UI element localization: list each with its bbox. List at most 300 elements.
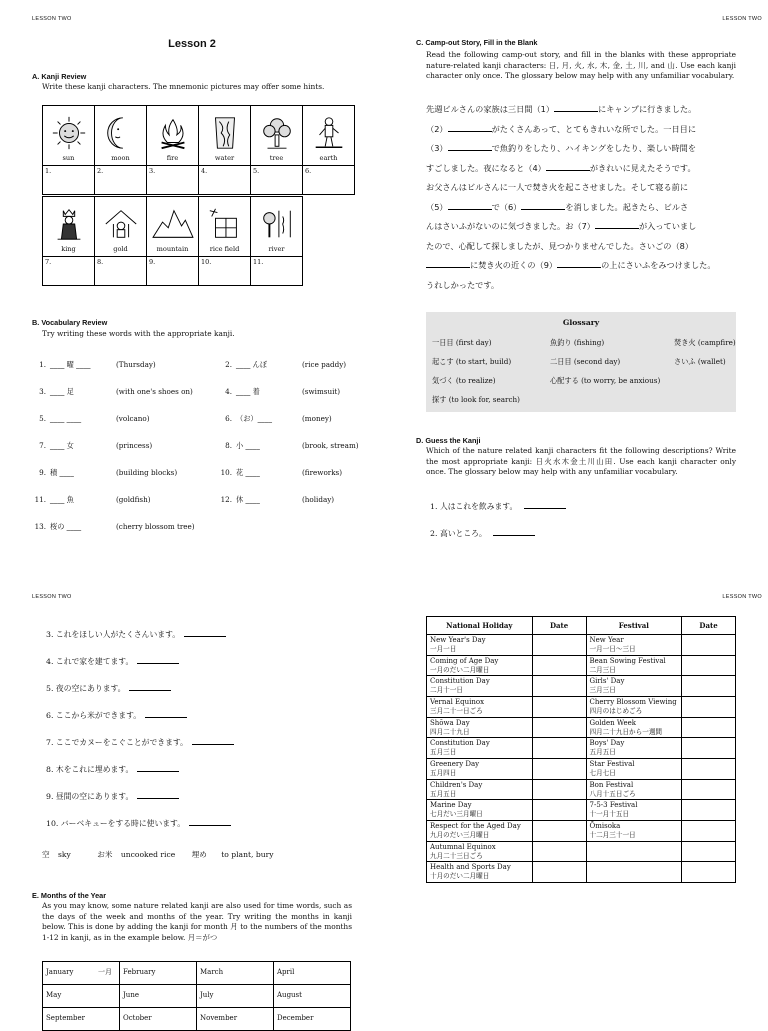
page-4 [384, 578, 768, 1024]
answer-cell[interactable]: 4. [199, 166, 251, 195]
holiday-name: Vernal Equinox [430, 697, 485, 706]
festival-cell [586, 841, 682, 862]
kanji-label: king [61, 245, 76, 254]
month-cell[interactable] [43, 985, 120, 1008]
vocab-kanji-blank[interactable]: ____ 魚 [50, 495, 74, 504]
date-answer-cell[interactable] [532, 841, 586, 862]
story-line [426, 100, 736, 120]
item-text: これをほしい人がたくさんいます。 [55, 630, 181, 639]
kanji-cell-river [251, 197, 303, 257]
story-line [426, 237, 736, 257]
festival-date-kanji: 四月二十九日から一週間 [589, 727, 663, 736]
story-blank[interactable] [448, 209, 492, 210]
kanji-label: mountain [156, 245, 189, 254]
date-answer-cell[interactable] [682, 738, 736, 759]
answer-blank[interactable] [189, 825, 231, 826]
section-e-intro: As you may know, some nature related kanji are also used for time words, such as the days of the week and months of the year. Try writing the months in kanji below. This is done by adding the kanji for month 月 to the numbers of the months 1-12 in kanji, as in the example below. 月＝がつ [42, 901, 352, 943]
vocab-item [212, 495, 334, 504]
vocab-meaning: (money) [302, 414, 332, 423]
glossary-term: 探す [432, 395, 447, 404]
month-name: October [123, 1014, 152, 1023]
glossary-term: 起こす [432, 357, 454, 366]
month-name: May [46, 991, 62, 1000]
holiday-cell [427, 758, 533, 779]
month-cell[interactable] [274, 1008, 351, 1031]
gold-icon [102, 205, 140, 243]
holiday-name: Constitution Day [430, 739, 490, 748]
glossary-meaning: (to worry, be anxious) [581, 376, 661, 385]
vocab-kanji-blank[interactable]: （お）____ [236, 414, 272, 423]
item-number: 8. [46, 765, 56, 774]
date-answer-cell[interactable] [532, 676, 586, 697]
guess-item [46, 630, 226, 640]
date-answer-cell[interactable] [682, 779, 736, 800]
holiday-cell [427, 820, 533, 841]
months-table [42, 961, 351, 1031]
festival-cell [586, 676, 682, 697]
vocab-item [26, 522, 195, 531]
holiday-name: Coming of Age Day [430, 656, 499, 665]
festival-name: 7-5-3 Festival [589, 801, 638, 810]
kanji-cell-water [199, 106, 251, 166]
festival-cell [586, 779, 682, 800]
kanji-cell-earth [303, 106, 355, 166]
answer-blank[interactable] [137, 771, 179, 772]
month-cell[interactable] [274, 962, 351, 985]
vocab-item [212, 360, 346, 369]
guess-item [46, 657, 179, 667]
glossary-term: 焚き火 [674, 338, 696, 347]
guess-item [46, 792, 179, 802]
festival-date-kanji: 三月三日 [589, 686, 616, 695]
holiday-cell [427, 676, 533, 697]
guess-item: 2. 高いところ。 [430, 529, 535, 539]
story-text: （3） [426, 143, 448, 153]
answer-cell[interactable]: 10. [199, 257, 251, 286]
holiday-cell [427, 738, 533, 759]
person-on-earth-icon [310, 114, 348, 152]
table-row [427, 635, 736, 656]
holiday-date-kanji: 一月一日 [430, 645, 457, 654]
vocab-number: 10. [220, 468, 232, 477]
festival-name: Bean Sowing Festival [589, 656, 666, 665]
festival-date-kanji: 二月三日 [589, 665, 616, 674]
answer-cell[interactable]: 11. [251, 257, 303, 286]
section-c-intro: Read the following camp-out story, and fill in the blanks with these appropriate nature-related kanji characters: 日, 月, 火, 水, 木, 金, 土, 川, and 山. Use each kanji character only once. The glossary below may help with any unfamiliar vocabulary. [426, 50, 736, 81]
holiday-date-kanji: 九月のだい三月曜日 [430, 831, 490, 839]
vocab-item [26, 468, 177, 477]
date-answer-cell[interactable] [682, 655, 736, 676]
holiday-date-kanji: 十月のだい二月曜日 [430, 872, 490, 881]
answer-blank[interactable] [137, 663, 179, 664]
vocab-kanji-blank[interactable]: 小 ____ [236, 441, 260, 450]
festival-name: Ōmisoka [589, 821, 621, 830]
date-answer-cell[interactable] [532, 717, 586, 738]
vocab-meaning: (swimsuit) [302, 387, 341, 396]
date-answer-cell[interactable] [532, 738, 586, 759]
date-answer-cell[interactable] [532, 655, 586, 676]
answer-blank[interactable] [493, 535, 535, 536]
glossary-term: 気づく [432, 376, 454, 385]
holiday-date-kanji: 五月三日 [430, 748, 457, 757]
fire-icon [154, 114, 192, 152]
month-example: 一月 [98, 968, 112, 977]
water-icon [206, 114, 244, 152]
holiday-date-kanji: 四月二十九日 [430, 727, 470, 736]
vocab-number: 7. [39, 441, 46, 450]
answer-cell[interactable]: 5. [251, 166, 303, 195]
date-answer-cell[interactable] [532, 696, 586, 717]
table-row [427, 738, 736, 759]
vocab-kanji-blank[interactable]: 休 ____ [236, 495, 260, 504]
story-blank[interactable] [557, 267, 601, 268]
glossary-item [550, 338, 604, 347]
mountain-icon [151, 205, 195, 243]
column-header: Festival [586, 617, 682, 635]
vocab-meaning: (volcano) [116, 414, 150, 423]
month-name: September [46, 1014, 85, 1023]
holiday-date-kanji: 五月五日 [430, 789, 457, 798]
guess-item [46, 819, 231, 829]
vocab-kanji-blank[interactable]: ____ 足 [50, 387, 74, 396]
answer-cell[interactable]: 1. [43, 166, 95, 195]
kanji-cell-moon [95, 106, 147, 166]
glossary-item [432, 357, 511, 366]
item-text: これで家を建てます。 [55, 657, 134, 666]
vocab-number: 13. [34, 522, 46, 531]
guess-item [46, 684, 171, 694]
glossary-meaning: (to look for, search) [448, 395, 520, 404]
holiday-name: Respect for the Aged Day [430, 821, 521, 830]
table-row [427, 676, 736, 697]
story-line [426, 276, 736, 296]
month-cell[interactable] [274, 985, 351, 1008]
glossary-item [550, 376, 660, 385]
glossary-term: 二日目 [550, 357, 572, 366]
holiday-date-kanji: 一月のだい二月曜日 [430, 665, 490, 674]
glossary-meaning: (to start, build) [455, 357, 512, 366]
answer-cell[interactable]: 7. [43, 257, 95, 286]
festival-date-kanji: 四月のはじめごろ [589, 707, 643, 716]
story-blank[interactable] [426, 267, 470, 268]
festival-name: New Year [589, 636, 624, 644]
month-cell[interactable] [197, 985, 274, 1008]
holiday-name: Children's Day [430, 780, 483, 789]
holiday-name: Greenery Day [430, 759, 480, 768]
date-answer-cell[interactable] [682, 635, 736, 656]
date-answer-cell[interactable] [682, 820, 736, 841]
vocab-kanji-blank[interactable]: ____ ____ [50, 414, 82, 423]
holiday-cell [427, 862, 533, 883]
holiday-name: Constitution Day [430, 677, 490, 686]
date-answer-cell[interactable] [532, 779, 586, 800]
date-answer-cell[interactable] [682, 862, 736, 883]
glossary-meaning: (wallet) [697, 357, 726, 366]
guess-item [46, 765, 179, 775]
answer-cell[interactable]: 9. [147, 257, 199, 286]
vocab-item [212, 468, 342, 477]
section-b-intro: Try writing these words with the appropriate kanji. [42, 329, 235, 338]
kanji-cell-sun [43, 106, 95, 166]
vocab-number: 11. [34, 495, 46, 504]
answer-blank[interactable] [524, 508, 566, 509]
story-text: がきれいに見えたそうです。 [589, 162, 696, 173]
month-cell[interactable] [197, 962, 274, 985]
festival-cell [586, 800, 682, 821]
holiday-date-kanji: 七月だい三月曜日 [430, 810, 483, 819]
vocab-number: 8. [225, 441, 232, 450]
glossary-term: 一日目 [432, 338, 454, 347]
guess-item [46, 711, 187, 721]
moon-icon [102, 114, 140, 152]
month-name: November [200, 1014, 238, 1023]
column-header: National Holiday [427, 617, 533, 635]
column-header: Date [532, 617, 586, 635]
table-row [427, 758, 736, 779]
glossary-meaning: (to realize) [455, 376, 496, 385]
holiday-date-kanji: 五月四日 [430, 769, 457, 778]
holiday-date-kanji: 九月二十三日ごろ [430, 851, 483, 860]
vocab-meaning: (cherry blossom tree) [116, 522, 195, 531]
vocab-kanji-blank[interactable]: ____ 着 [236, 387, 260, 396]
vocab-kanji-blank[interactable]: ____ 曜 ____ [50, 360, 91, 369]
answer-cell[interactable]: 6. [303, 166, 355, 195]
running-header: LESSON TWO [32, 16, 72, 22]
date-answer-cell[interactable] [532, 862, 586, 883]
glossary-term: 心配する [550, 376, 579, 385]
item-text: ここでカヌーをこぐことができます。 [55, 738, 188, 747]
holiday-cell [427, 717, 533, 738]
holiday-date-kanji: 三月二十一日ごろ [430, 707, 483, 716]
kanji-label: gold [113, 245, 128, 254]
glossary-meaning: (first day) [455, 338, 492, 347]
item-number: 4. [46, 657, 56, 666]
vocab-meaning: (building blocks) [116, 468, 178, 477]
table-row [427, 655, 736, 676]
tree-icon [258, 114, 296, 152]
section-e-title: E. Months of the Year [32, 891, 107, 900]
vocab-number: 9. [39, 468, 46, 477]
month-name: July [200, 991, 214, 1000]
table-row [427, 779, 736, 800]
festival-cell [586, 696, 682, 717]
guess-item: 1. 人はこれを飲みます。 [430, 502, 566, 512]
answer-cell[interactable]: 2. [95, 166, 147, 195]
answer-blank[interactable] [192, 744, 234, 745]
kanji-table-row1 [42, 105, 355, 195]
table-row [427, 696, 736, 717]
festival-name: Star Festival [589, 759, 635, 768]
glossary-item [432, 376, 496, 385]
section-a-intro: Write these kanji characters. The mnemonic pictures may offer some hints. [42, 82, 325, 91]
month-cell[interactable] [120, 962, 197, 985]
kanji-cell-tree [251, 106, 303, 166]
story-text: が入っていまし [638, 221, 697, 231]
story-line [426, 198, 736, 218]
vocab-item [212, 414, 332, 423]
holiday-name: Marine Day [430, 801, 472, 810]
kanji-cell-rice-field [199, 197, 251, 257]
glossary-meaning: (fishing) [573, 338, 605, 347]
table-row [427, 820, 736, 841]
vocab-item [26, 360, 156, 369]
date-answer-cell[interactable] [532, 635, 586, 656]
story-line [426, 178, 736, 198]
answer-cell[interactable]: 8. [95, 257, 147, 286]
festival-date-kanji: 十一月十五日 [589, 810, 630, 819]
kanji-label: sun [62, 154, 75, 163]
item-number: 3. [46, 630, 56, 639]
running-header: LESSON TWO [722, 594, 762, 600]
month-cell[interactable] [43, 1008, 120, 1031]
story-text: にキャンプに行きました。 [598, 104, 697, 114]
story-text: 先週ビルさんの家族は三日間（1） [426, 104, 555, 114]
guess-item [46, 738, 234, 748]
section-d-title: D. Guess the Kanji [416, 436, 481, 445]
holiday-cell [427, 800, 533, 821]
date-answer-cell[interactable] [682, 717, 736, 738]
section-d-intro: Which of the nature related kanji characters fit the following descriptions? Write the most appropriate kanji: 日火水木金土川山田. Use each kanji character only once. The glossary below may help with any unfamiliar vocabulary. [426, 446, 736, 477]
glossary-title: Glossary [562, 318, 600, 327]
story-blank[interactable] [595, 228, 639, 229]
glossary-item [674, 357, 726, 366]
story-blank[interactable] [554, 111, 598, 112]
river-icon [258, 205, 296, 243]
vocab-meaning: (goldfish) [116, 495, 151, 504]
month-cell[interactable] [120, 985, 197, 1008]
glossary-term: 魚釣り [550, 338, 572, 347]
festival-name: Golden Week [589, 718, 637, 727]
festival-name: Bon Festival [589, 780, 634, 789]
date-answer-cell[interactable] [682, 758, 736, 779]
rice-field-icon [206, 205, 244, 243]
section-a-title: A. Kanji Review [32, 72, 87, 81]
date-answer-cell[interactable] [532, 758, 586, 779]
kanji-label: fire [166, 154, 179, 163]
item-text: 木をこれに埋めます。 [55, 765, 134, 774]
story-blank[interactable] [546, 170, 590, 171]
kanji-label: rice field [209, 245, 240, 254]
month-name: February [123, 968, 156, 977]
kanji-label: earth [319, 154, 338, 163]
story-line [426, 217, 736, 237]
story-text: を消しました。起きたら、ビルさ [565, 201, 689, 212]
holiday-cell [427, 655, 533, 676]
glossary-item [550, 357, 620, 366]
table-row [427, 862, 736, 883]
glossary-term: さいふ [674, 357, 696, 366]
month-cell[interactable] [43, 962, 120, 985]
holiday-cell [427, 635, 533, 656]
vocab-kanji-blank[interactable]: ____ 女 [50, 441, 74, 450]
vocab-kanji-blank[interactable]: 桜の ____ [50, 522, 82, 531]
kanji-label: tree [269, 154, 284, 163]
section-c-title: C. Camp-out Story, Fill in the Blank [416, 38, 538, 47]
story-text: に焚き火の近くの（9） [470, 260, 558, 270]
date-answer-cell[interactable] [532, 820, 586, 841]
answer-blank[interactable] [129, 690, 171, 691]
item-number: 6. [46, 711, 56, 720]
holiday-name: Shōwa Day [430, 718, 470, 727]
vocab-number: 4. [225, 387, 232, 396]
month-cell[interactable] [197, 1008, 274, 1031]
festival-cell [586, 717, 682, 738]
vocab-meaning: (brook, stream) [302, 441, 359, 450]
month-cell[interactable] [120, 1008, 197, 1031]
festival-cell [586, 738, 682, 759]
glossary-box [426, 312, 736, 412]
kanji-label: river [268, 245, 285, 254]
answer-blank[interactable] [184, 636, 226, 637]
vocab-meaning: (princess) [116, 441, 153, 450]
vocab-number: 6. [225, 414, 232, 423]
story-text: がたくさんあって、とてもきれいな所でした。一日目に [491, 123, 697, 134]
kanji-label: moon [111, 154, 130, 163]
story-blank[interactable] [521, 209, 565, 210]
festival-cell [586, 635, 682, 656]
answer-blank[interactable] [137, 798, 179, 799]
vocab-number: 2. [225, 360, 232, 369]
vocab-item [212, 387, 340, 396]
holiday-name: New Year's Day [430, 636, 486, 644]
month-name: August [277, 991, 302, 1000]
kanji-table-row2 [42, 196, 303, 286]
holiday-name: Autumnal Equinox [430, 842, 496, 851]
vocab-meaning: (Thursday) [116, 360, 156, 369]
glossary-item [674, 338, 736, 347]
date-answer-cell[interactable] [682, 676, 736, 697]
story-line [426, 256, 736, 276]
item-text: 夜の空にあります。 [55, 684, 126, 693]
vocab-item [26, 414, 150, 423]
story-blank[interactable] [448, 150, 492, 151]
festival-name: Girls' Day [589, 677, 625, 686]
running-header: LESSON TWO [32, 594, 72, 600]
month-name: June [123, 991, 139, 1000]
glossary-item [432, 395, 520, 404]
holiday-cell [427, 696, 533, 717]
festival-date-kanji: 十二月三十一日 [589, 831, 636, 839]
answer-blank[interactable] [145, 717, 187, 718]
answer-cell[interactable]: 3. [147, 166, 199, 195]
vocab-kanji-blank[interactable]: ____ んぼ [236, 360, 268, 369]
vocab-line: 空 sky お米 uncooked rice 埋め to plant, bury [42, 850, 274, 859]
king-icon [50, 205, 88, 243]
story-text: うれしかったです。 [426, 279, 500, 290]
date-answer-cell[interactable] [682, 696, 736, 717]
date-answer-cell[interactable] [682, 800, 736, 821]
vocab-kanji-blank[interactable]: 積 ____ [50, 468, 74, 477]
vocab-kanji-blank[interactable]: 花 ____ [236, 468, 260, 477]
section-b-title: B. Vocabulary Review [32, 318, 108, 327]
story-blank[interactable] [448, 131, 492, 132]
story-line [426, 139, 736, 159]
story-text: で魚釣りをしたり、ハイキングをしたり、楽しい時間を [491, 143, 697, 153]
vocab-meaning: (holiday) [302, 495, 335, 504]
story-text: お父さんはビルさんに一人で焚き火を起こさせました。そして寝る前に [426, 182, 689, 192]
item-text: ここから米ができます。 [55, 711, 142, 720]
festival-name: Boys' Day [589, 739, 625, 748]
date-answer-cell[interactable] [682, 841, 736, 862]
page-3 [0, 578, 384, 1024]
festival-date-kanji: 一月一日〜三日 [589, 645, 636, 654]
festival-cell [586, 758, 682, 779]
story-text: で（6） [491, 201, 522, 212]
holiday-date-kanji: 二月十一日 [430, 686, 463, 695]
date-answer-cell[interactable] [532, 800, 586, 821]
item-number: 9. [46, 792, 56, 801]
story-text: たので、心配して探しましたが、見つかりませんでした。さいごの（8） [426, 240, 694, 251]
